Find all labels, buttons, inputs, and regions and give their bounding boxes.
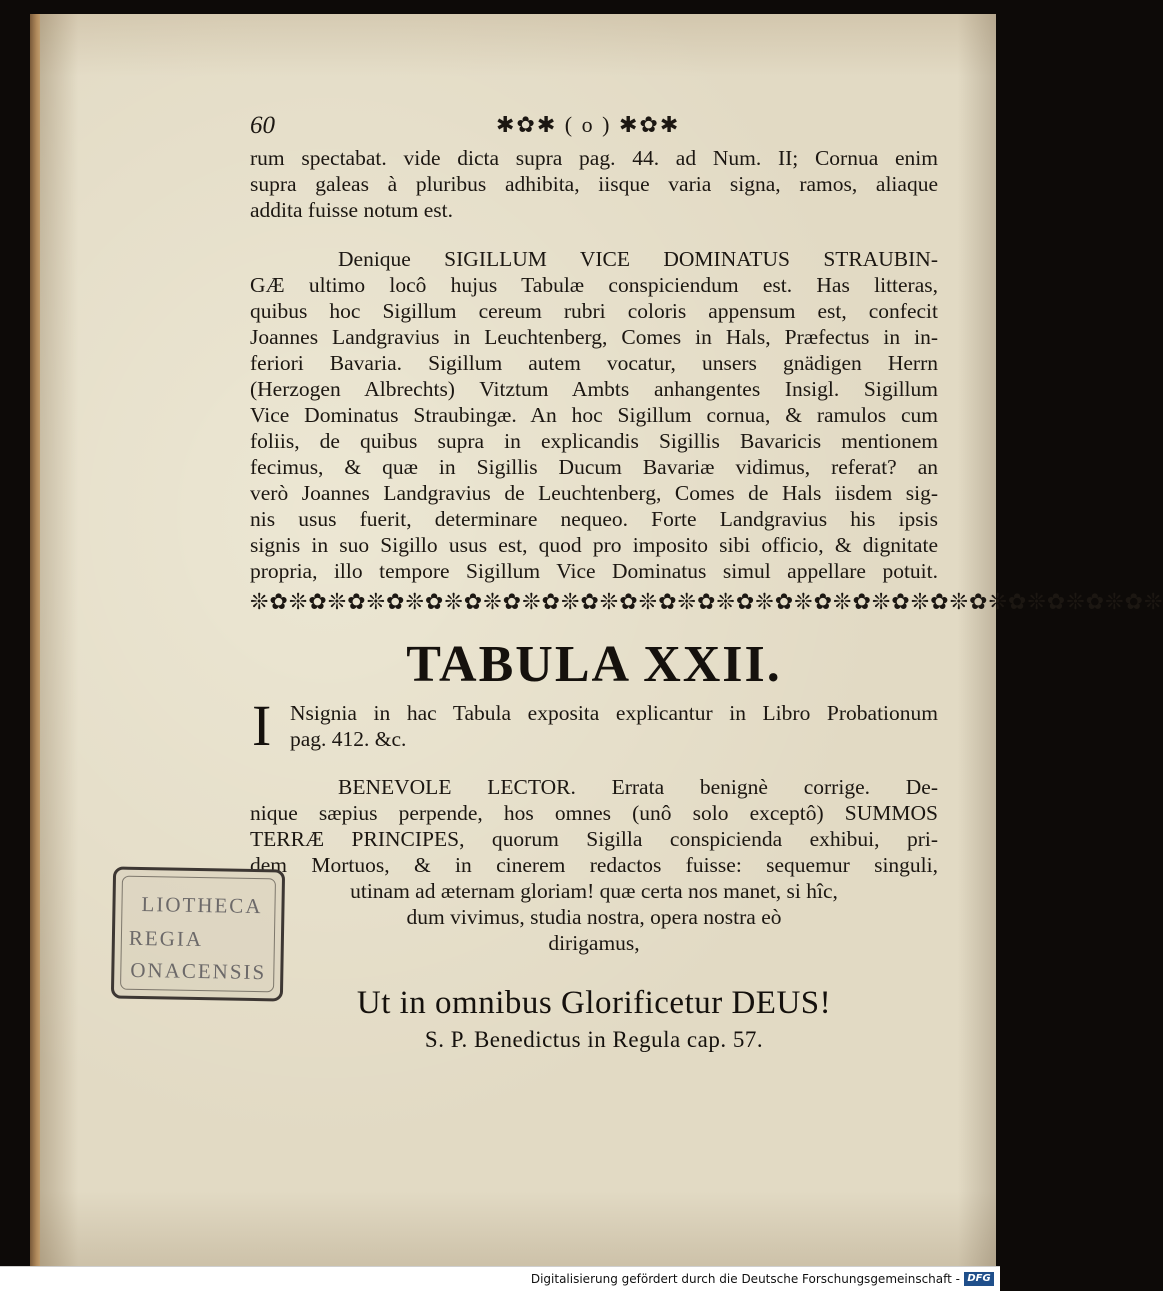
- text-line: foliis, de quibus supra in explicandis Sigillis Bavaricis mentionem: [250, 429, 938, 453]
- closing-citation: S. P. Benedictus in Regula cap. 57.: [424, 1027, 764, 1052]
- paragraph-benevole-lector: [250, 774, 938, 956]
- section-title: TABULA XXII.: [406, 636, 782, 693]
- text-line: signis in suo Sigillo usus est, quod pro imposito sibi officio, & dignitate: [250, 533, 938, 557]
- dfg-logo[interactable]: DFG: [964, 1272, 994, 1286]
- stamp-text: LIOTHECA: [141, 892, 263, 919]
- text-line: pag. 412. &c.: [290, 727, 407, 751]
- text-line: dum vivimus, studia nostra, opera nostra eò: [406, 905, 782, 929]
- text-line: Joannes Landgravius in Leuchtenberg, Comes in Hals, Præfectus in in-: [250, 325, 938, 349]
- closing-motto: Ut in omnibus Glorificetur DEUS!: [356, 985, 832, 1021]
- text-line: dem Mortuos, & in cinerem redactos fuisse: sequemur singuli,: [250, 853, 938, 877]
- text-line: quibus hoc Sigillum cereum rubri coloris appensum est, confecit: [250, 299, 938, 323]
- text-line: TERRÆ PRINCIPES, quorum Sigilla conspicienda exhibui, pri-: [250, 827, 938, 851]
- paragraph-straubing-seal: [250, 246, 938, 584]
- page-number: 60: [250, 112, 275, 139]
- text-line: addita fuisse notum est.: [250, 198, 454, 222]
- text-line: dirigamus,: [548, 931, 640, 955]
- stamp-text: REGIA: [128, 925, 204, 952]
- text-line: rum spectabat. vide dicta supra pag. 44. ad Num. II; Cornua enim: [250, 146, 938, 170]
- text-line: nique sæpius perpende, hos omnes (unô solo exceptô) SUMMOS: [250, 801, 938, 825]
- text-line: verò Joannes Landgravius de Leuchtenberg, Comes de Hals iisdem sig-: [250, 481, 938, 505]
- stamp-text: ONACENSIS: [130, 957, 267, 985]
- text-line: propria, illo tempore Sigillum Vice Dominatus simul appellare potuit.: [250, 559, 938, 583]
- running-head-ornament: ✱✿✱ ( o ) ✱✿✱: [496, 112, 681, 137]
- text-line: GÆ ultimo locô hujus Tabulæ conspiciendum est. Has litteras,: [250, 273, 938, 297]
- text-line: Vice Dominatus Straubingæ. An hoc Sigillum cornua, & ramulos cum: [250, 403, 938, 427]
- text-line: Denique SIGILLUM VICE DOMINATUS STRAUBIN-: [338, 247, 938, 271]
- paragraph-continuation: [250, 145, 938, 223]
- text-line: Nsignia in hac Tabula exposita explicantur in Libro Probationum: [290, 701, 938, 725]
- text-line: fecimus, & quæ in Sigillis Ducum Bavariæ vidimus, referat? an: [250, 455, 938, 479]
- library-stamp: [111, 867, 285, 1002]
- text-line: utinam ad æternam gloriam! quæ certa nos manet, si hîc,: [350, 879, 838, 903]
- text-line: (Herzogen Albrechts) Vitztum Ambts anhangentes Insigl. Sigillum: [250, 377, 938, 401]
- paragraph-insignia: [290, 700, 938, 752]
- drop-capital: I: [252, 693, 272, 758]
- text-line: nis usus fuerit, determinare nequeo. Forte Landgravius his ipsis: [250, 507, 938, 531]
- text-line: supra galeas à pluribus adhibita, iisque varia signa, ramos, aliaque: [250, 172, 938, 196]
- text-line: BENEVOLE LECTOR. Errata benignè corrige. De-: [338, 775, 938, 799]
- funding-credit: Digitalisierung gefördert durch die Deutsche Forschungsgemeinschaft -: [530, 1272, 960, 1286]
- digitization-footer: [0, 1266, 1000, 1291]
- page-header: [250, 112, 938, 142]
- text-line: feriori Bavaria. Sigillum autem vocatur, unsers gnädigen Herrn: [250, 351, 938, 375]
- ornamental-divider: ❊✿❊✿❊✿❊✿❊✿❊✿❊✿❊✿❊✿❊✿❊✿❊✿❊✿❊✿❊✿❊✿❊✿❊✿❊✿❊✿❊✿❊✿❊✿❊: [250, 590, 1163, 615]
